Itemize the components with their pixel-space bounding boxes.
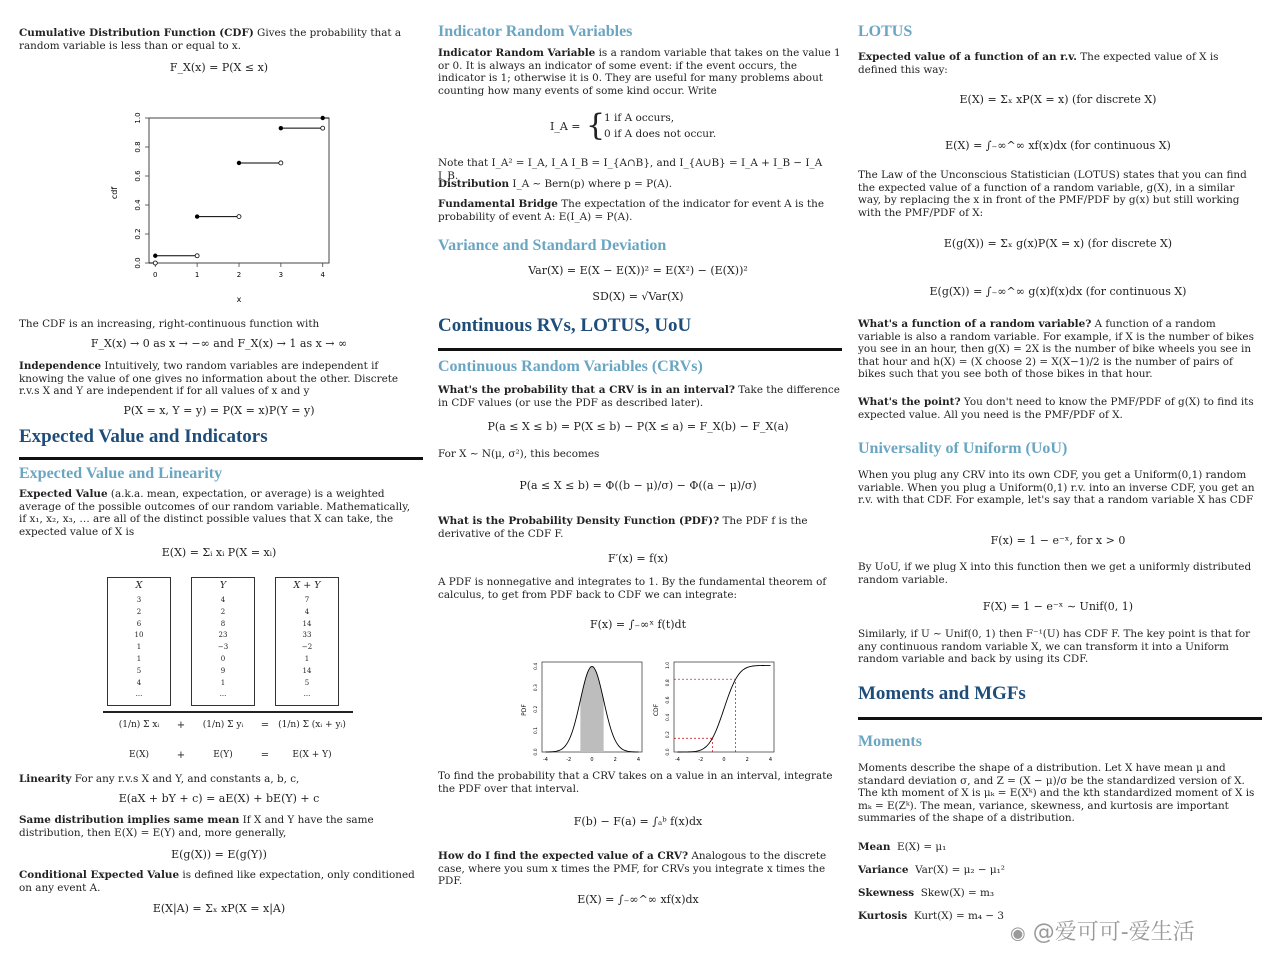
indicator-definition [550,110,790,146]
ex-label: E(X) [129,750,149,760]
independence-paragraph [19,360,414,398]
distribution-label: Distribution [438,178,510,190]
section-title-moments: Moments and MGFs [858,683,1026,704]
variance-equation: Var(X) = E(X − E(X))² = E(X²) − (E(X))² [528,264,748,277]
expected-value-label: Expected Value [19,488,108,500]
cdf-x-tick-label: 4 [768,757,773,763]
function-rv-paragraph [858,318,1260,381]
cdf-closed-point [153,254,157,258]
efun-label: Expected value of a function of an r.v. [858,51,1077,63]
cdf-y-tick-label: 0.8 [666,679,671,687]
normal-text: For X ∼ N(μ, σ²), this becomes [438,448,600,460]
point-paragraph [858,396,1260,421]
ev-continuous-equation: E(X) = ∫₋∞^∞ xf(x)dx (for continuous X) [945,139,1171,152]
y-tick-label: 0.2 [134,228,142,240]
table-cell: 1 [220,678,226,687]
table-cell: 6 [136,619,142,628]
x-tick-label: 3 [278,271,284,279]
cdf-y-tick-label: 0.0 [666,748,671,756]
sum-y: (1/n) Σ yᵢ [202,720,244,730]
indicator-rv-heading: Indicator Random Variables [438,23,633,40]
uou-text-2: By UoU, if we plug X into this function then we get a uniformly distributed random variable. [858,561,1252,586]
cdf-plot-frame-2 [674,662,774,752]
indicator-lhs: I_A = [550,120,581,133]
table-cell: 23 [218,631,228,640]
cdf-closed-point [195,214,199,218]
cdf-x-tick-label: 0 [722,757,726,763]
cdf-y-tick-label: 1.0 [666,661,671,670]
kurtosis-equation: Kurt(X) = m₄ − 3 [913,910,1004,922]
pdf-y-label: PDF [521,704,528,716]
mean-line [858,841,1260,854]
cdf-y-label: CDF [653,703,660,717]
cdf-x-axis-label: x [236,295,242,304]
cdf-marks [134,112,329,279]
fundamental-bridge-label: Fundamental Bridge [438,198,558,210]
table-cell: ... [135,690,143,699]
pdf-x-tick-label: -4 [542,757,548,763]
table-cell: 4 [304,607,310,616]
table-cell: −3 [217,643,229,652]
cdf-y-tick-label: 0.4 [666,713,671,721]
cdf-y-tick-label: 0.6 [666,696,671,704]
table-cell: 14 [302,666,312,675]
indicator-rv-label: Indicator Random Variable [438,47,596,59]
table-cell: 1 [304,655,310,663]
table-cell: 33 [302,631,312,640]
exy-label: E(X + Y) [292,750,332,760]
cdf-closed-point [237,161,241,165]
pdf-y-tick-label: 0.2 [534,705,539,713]
pdf-x-tick-label: 0 [590,757,594,763]
linearity-equation: E(aX + bY + c) = aE(X) + bE(Y) + c [118,792,320,805]
pdf-text: The PDF f is the derivative of the CDF F. [438,515,808,540]
x-tick-label: 4 [320,271,325,279]
sum-x-plus-y: (1/n) Σ (xᵢ + yᵢ) [278,720,346,730]
pdf-text-2: A PDF is nonnegative and integrates to 1. By the fundamental theorem of calculus, to get from PDF back to CDF we can integrate: [438,576,827,601]
pdf-y-tick-label: 0.4 [534,662,539,670]
plus-sign: + [176,720,186,731]
expected-value-linearity-heading: Expected Value and Linearity [19,465,223,482]
same-distribution-label: Same distribution implies same mean [19,814,240,826]
crv-question-text: Take the difference in CDF values (or use the PDF as described later). [438,384,840,409]
equals-sign-2: = [260,750,270,761]
table-cell: 5 [136,666,142,675]
linearity-paragraph [19,773,419,786]
crv-interval-equation: P(a ≤ X ≤ b) = P(X ≤ b) − P(X ≤ a) = F_X(b) − F_X(a) [487,420,789,433]
pdf-y-tick-label: 0.0 [534,748,539,756]
lotus-text: The Law of the Unconscious Statistician (LOTUS) states that you can find the expected value of a function of a random variable, g(X), in a similar way, by replacing the x in front of the PMF/PDF by g(x) but still working with the PMF/PDF of X: [858,169,1247,219]
cdf-x-tick-label: -4 [674,757,680,763]
variance-line [858,864,1260,877]
uou-text-3: Similarly, if U ∼ Unif(0, 1) then F⁻¹(U) has CDF F. The key point is that for any continuous random variable X, we can transform it into a Uniform random variable and back by using its CDF. [858,628,1251,666]
x-tick-label: 2 [236,271,242,279]
same-distribution-text: If X and Y have the same distribution, then E(X) = E(Y) and, more generally, [19,814,374,839]
pdf-shaded-area [580,667,603,752]
x-tick-label: 1 [194,271,200,279]
table-cell: 2 [136,607,142,616]
table-cell: 7 [304,596,310,604]
table-cell: 14 [302,619,312,628]
table-column-x [107,577,171,706]
crv-ev-equation: E(X) = ∫₋∞^∞ xf(x)dx [577,893,699,906]
moments-heading: Moments [858,733,922,750]
conditional-ev-equation: E(X|A) = Σₓ xP(X = x|A) [152,902,286,915]
cdf-x-tick-label: 2 [745,757,749,763]
lotus-continuous-equation: E(g(X)) = ∫₋∞^∞ g(x)f(x)dx (for continuous X) [929,285,1187,298]
weibo-icon: ◉ [1010,923,1026,944]
variance-moment-equation: Var(X) = μ₂ − μ₁² [915,864,1005,876]
equals-sign: = [260,720,270,731]
moments-text: Moments describe the shape of a distribution. Let X have mean μ and standard deviation σ, and Z = (X − μ)/σ be the standardized version of X. The kth moment of X is μₖ = E(Xᵏ) and the kth standardized moment of X is mₖ = E(Zᵏ). The mean, variance, skewness, and kurtosis are important summaries of the shape of a distribution. [858,762,1255,825]
independence-text: Intuitively, two random variables are independent if knowing the value of one gives no information about the other. Discrete r.v.s X and Y are independent if for all values of x and y [19,360,399,398]
fundamental-bridge-paragraph [438,198,841,223]
pdf-x-tick-label: 2 [613,757,617,763]
conditional-ev-text: is defined like expectation, only conditioned on any event A. [19,869,415,894]
table-header: X [135,580,143,591]
cdf-curve [677,665,770,752]
pdf-x-tick-label: -2 [566,757,572,763]
same-distribution-equation: E(g(X)) = E(g(Y)) [171,848,267,861]
crv-ev-paragraph [438,850,841,888]
table-cell: ... [219,690,227,699]
cdf-open-point [321,126,325,130]
uou-heading: Universality of Uniform (UoU) [858,440,1068,457]
cdf-limits-equation: F_X(x) → 0 as x → −∞ and F_X(x) → 1 as x → ∞ [90,337,348,350]
cdf-plot-frame [149,118,329,263]
section-rule-3 [858,717,1262,720]
pdf-paragraph [438,515,841,540]
x-tick-label: 0 [153,271,158,279]
cdf-closed-point [279,126,283,130]
function-rv-label: What's a function of a random variable? [858,318,1092,330]
variance-heading: Variance and Standard Deviation [438,237,667,254]
conditional-ev-paragraph [19,869,419,894]
table-cell: 8 [220,619,226,628]
table-cell: 1 [136,643,142,652]
table-rule [103,711,353,713]
linearity-table-figure [107,577,361,765]
y-tick-label: 0.4 [134,199,142,211]
table-header: Y [219,580,227,591]
cdf-open-point [237,215,241,219]
efun-text: The expected value of X is defined this way: [858,51,1219,76]
independence-equation: P(X = x, Y = y) = P(X = x)P(Y = y) [123,404,315,417]
cdf-y-axis-label: cdf [110,186,119,200]
expected-value-equation: E(X) = Σᵢ xᵢ P(X = xᵢ) [161,546,277,559]
skewness-line [858,887,1260,900]
independence-label: Independence [19,360,102,372]
indicator-case-2: 0 if A does not occur. [604,128,717,140]
crv-ev-label: How do I find the expected value of a CRV? [438,850,689,862]
distribution-text: I_A ∼ Bern(p) where p = P(A). [512,178,673,190]
lotus-discrete-equation: E(g(X)) = Σₓ g(x)P(X = x) (for discrete X) [943,237,1173,250]
mean-label: Mean [858,841,891,853]
cdf-label: Cumulative Distribution Function (CDF) [19,27,254,39]
table-cell: 1 [136,655,142,663]
cdf-step-chart [107,108,357,308]
y-tick-label: 0.8 [134,141,142,153]
linearity-label: Linearity [19,773,72,785]
cdf-equation: F_X(x) = P(X ≤ x) [169,61,269,74]
y-tick-label: 0.6 [134,170,142,182]
uou-equation-2: F(X) = 1 − e⁻ˣ ∼ Unif(0, 1) [982,600,1134,613]
pdf-label: What is the Probability Density Function (PDF)? [438,515,720,527]
sd-equation: SD(X) = √Var(X) [592,290,684,303]
cdf-x-tick-label: -2 [698,757,704,763]
kurtosis-label: Kurtosis [858,910,908,922]
cdf-open-point [153,261,157,265]
table-cell: 3 [136,596,142,604]
same-distribution-paragraph [19,814,419,839]
cdf-closed-point [321,116,325,120]
table-cell: 9 [220,666,226,675]
conditional-ev-label: Conditional Expected Value [19,869,180,881]
table-cell: 2 [220,607,226,616]
cdf-properties-text: The CDF is an increasing, right-continuous function with [19,318,320,330]
section-title-expected-value: Expected Value and Indicators [19,426,268,447]
distribution-paragraph [438,178,841,191]
fundamental-bridge-text: The expectation of the indicator for event A is the probability of event A: E(I_A) = P(A). [438,198,824,223]
function-rv-text: A function of a random variable is also a random variable. For example, if X is the number of bikes you see in an hour, then g(X) = 2X is the number of bike wheels you see in that hour and h(X) = (X choose 2) = X(X−1)/2 is the number of pairs of bikes such that you see both of those bikes in that hour. [858,318,1254,381]
indicator-rv-text: is a random variable that takes on the value 1 or 0. It is always an indicator of some event: if the event occurs, the indicator is 1; otherwise it is 0. They are useful for many problems about counting how many events of some kind occur. Write [438,47,841,97]
cdf-paragraph [19,27,414,52]
ey-label: E(Y) [213,750,233,760]
section-rule-2 [438,348,842,351]
skewness-equation: Skew(X) = m₃ [920,887,995,899]
interval-equation: F(b) − F(a) = ∫ₐᵇ f(x)dx [573,815,703,828]
table-cell: 0 [220,655,226,663]
plus-sign-2: + [176,750,186,761]
watermark [1010,915,1195,946]
crv-question-paragraph [438,384,841,409]
pdf-integral-equation: F(x) = ∫₋∞ˣ f(t)dt [589,618,687,631]
normal-equation: P(a ≤ X ≤ b) = Φ((b − μ)/σ) − Φ((a − μ)/σ) [519,479,757,492]
pdf-y-tick-label: 0.1 [534,726,539,735]
table-header: X + Y [293,580,321,591]
pdf-derivative-equation: F′(x) = f(x) [608,552,668,565]
table-column-x-plus-y [275,577,339,706]
pdf-y-tick-label: 0.3 [534,684,539,692]
brace: { [586,108,606,143]
cdf-text: Gives the probability that a random variable is less than or equal to x. [19,27,402,52]
pdf-x-tick-label: 4 [636,757,641,763]
table-cell: 10 [134,631,144,640]
y-tick-label: 1.0 [134,112,142,124]
crv-question-label: What's the probability that a CRV is in an interval? [438,384,735,396]
ev-discrete-equation: E(X) = Σₓ xP(X = x) (for discrete X) [959,93,1157,106]
uou-equation-1: F(x) = 1 − e⁻ˣ, for x > 0 [990,534,1126,547]
linearity-text: For any r.v.s X and Y, and constants a, b, c, [74,773,300,785]
table-cell: 4 [136,678,142,687]
cdf-open-point [279,161,283,165]
normal-pdf-cdf-plots [520,658,800,764]
uou-text: When you plug any CRV into its own CDF, you get a Uniform(0,1) random variable. When you plug a Uniform(0,1) r.v. into an inverse CDF, you get an r.v. with that CDF. For example, let's say that a random variable X has CDF [858,469,1255,507]
y-tick-label: 0.0 [134,257,142,269]
indicator-note: Note that I_A² = I_A, I_A I_B = I_{A∩B}, and I_{A∪B} = I_A + I_B − I_A I_B. [438,157,823,182]
point-text: You don't need to know the PMF/PDF of g(X) to find its expected value. All you need is the PMF/PDF of X. [858,396,1254,421]
table-column-y [191,577,255,706]
cdf-open-point [195,254,199,258]
skewness-label: Skewness [858,887,915,899]
table-cell: −2 [301,643,313,652]
efun-paragraph [858,51,1260,76]
section-rule [19,457,423,460]
crv-heading: Continuous Random Variables (CRVs) [438,358,703,375]
mean-equation: E(X) = μ₁ [897,841,947,853]
lotus-heading: LOTUS [858,23,913,40]
indicator-rv-paragraph [438,47,841,97]
watermark-text: @爱可可-爱生活 [1032,920,1195,945]
indicator-case-1: 1 if A occurs, [604,112,675,124]
variance-label: Variance [858,864,909,876]
expected-value-text: (a.k.a. mean, expectation, or average) is a weighted average of the possible outcomes of our random variable. Mathematically, if x₁, x₂, x₃, … are all of the distinct possible values that X can take, the expected value of X is [19,488,411,538]
expected-value-paragraph [19,488,419,538]
crv-ev-text: Analogous to the discrete case, where you sum x times the PMF, for CRVs you integrate x times the PDF. [438,850,827,888]
point-label: What's the point? [858,396,961,408]
interval-text: To find the probability that a CRV takes on a value in an interval, integrate the PDF over that interval. [438,770,833,795]
cdf-y-tick-label: 0.2 [666,731,671,739]
table-cell: 4 [220,596,226,604]
table-cell: 5 [304,678,310,687]
sum-x: (1/n) Σ xᵢ [118,720,160,730]
table-cell: ... [303,690,311,699]
section-title-continuous: Continuous RVs, LOTUS, UoU [438,315,692,336]
